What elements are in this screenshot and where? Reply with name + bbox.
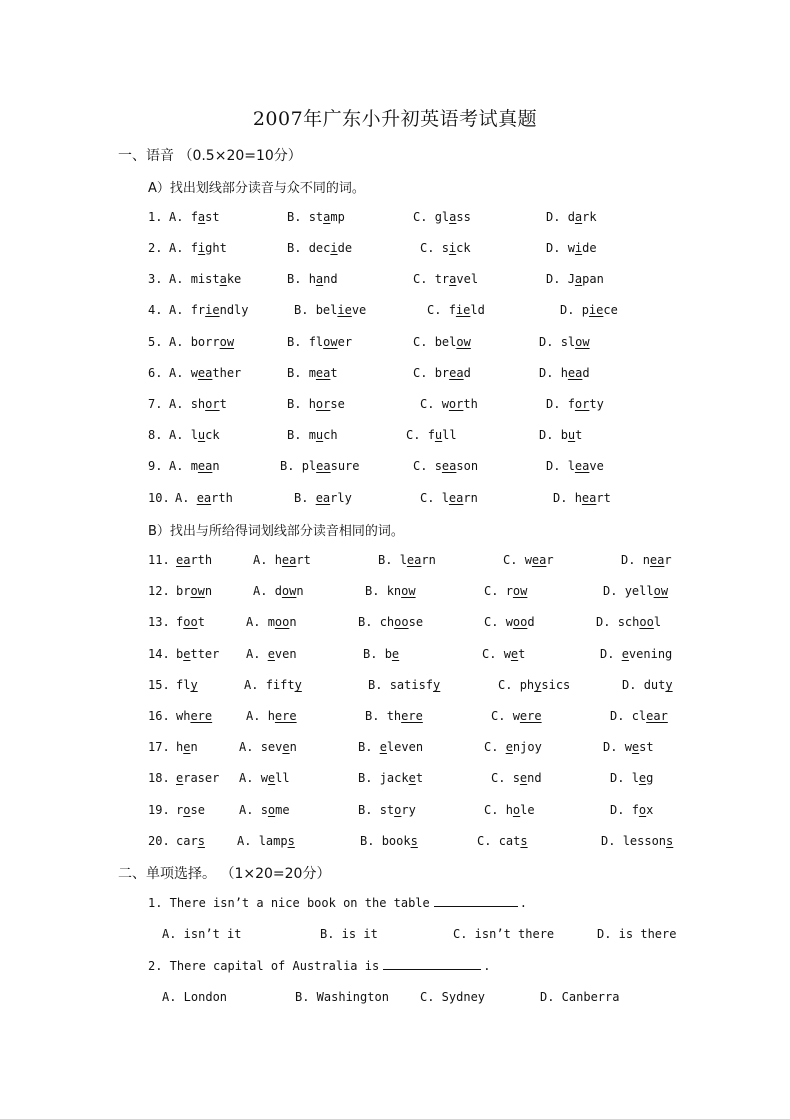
option-word: mistake: [190, 272, 242, 286]
option-word: horse: [308, 397, 345, 411]
option-d: D. wide: [546, 241, 597, 255]
option-c: C. cats: [477, 834, 528, 848]
given-word-text: cars: [176, 834, 205, 848]
option-word: satisfy: [389, 678, 441, 692]
q2-option-c: C. Sydney: [420, 990, 486, 1004]
option-word: were: [512, 709, 542, 723]
option-b: B. choose: [358, 615, 424, 629]
option-word: dark: [567, 210, 597, 224]
option-c: C. travel: [413, 272, 479, 286]
question-number: 12.: [148, 584, 170, 598]
option-word: fox: [631, 803, 654, 817]
question-number: 14.: [148, 647, 170, 661]
given-word-text: earth: [176, 553, 213, 567]
option-d: D. head: [539, 366, 590, 380]
choice-question-1: [148, 896, 527, 910]
option-word: lessons: [622, 834, 674, 848]
option-word: enjoy: [505, 740, 542, 754]
option-d: D. slow: [539, 335, 590, 349]
option-d: D. dark: [546, 210, 597, 224]
option-word: full: [427, 428, 457, 442]
option-d: D. near: [621, 553, 672, 567]
option-b: B. decide: [287, 241, 353, 255]
option-word: below: [434, 335, 471, 349]
q2-option-a: A. London: [162, 990, 228, 1004]
option-word: flower: [308, 335, 353, 349]
question-number: 11.: [148, 553, 170, 567]
option-d: D. duty: [622, 678, 673, 692]
option-c: C. send: [491, 771, 542, 785]
given-word: [176, 771, 219, 785]
question-number: 9.: [148, 459, 163, 473]
option-d: D. forty: [546, 397, 604, 411]
question-stem: 1. There isn’t a nice book on the table: [148, 896, 430, 910]
option-d: D. Japan: [546, 272, 604, 286]
q2-option-b: B. Washington: [295, 990, 389, 1004]
option-d: D. west: [603, 740, 654, 754]
given-word: [176, 647, 219, 661]
given-word-text: where: [176, 709, 213, 723]
option-word: jacket: [379, 771, 424, 785]
q1-option-d: D. is there: [597, 927, 677, 941]
option-word: even: [267, 647, 297, 661]
option-word: send: [512, 771, 542, 785]
option-d: D. piece: [560, 303, 618, 317]
given-word: [176, 803, 205, 817]
option-word: meat: [308, 366, 338, 380]
question-number: 17.: [148, 740, 170, 754]
question-number: 1.: [148, 210, 163, 224]
section2-heading: 二、单项选择。 （1×20=20分）: [118, 866, 331, 882]
question-number: 8.: [148, 428, 163, 442]
option-word: well: [260, 771, 290, 785]
option-word: hand: [308, 272, 338, 286]
option-a: A. borrow: [169, 335, 235, 349]
option-d: D. yellow: [603, 584, 669, 598]
given-word: [176, 553, 212, 567]
given-word: [176, 584, 212, 598]
q1-option-a: A. isn’t it: [162, 927, 242, 941]
option-b: B. flower: [287, 335, 353, 349]
option-word: bread: [434, 366, 471, 380]
question-number: 2.: [148, 241, 163, 255]
option-word: much: [308, 428, 338, 442]
option-word: season: [434, 459, 479, 473]
question-number: 7.: [148, 397, 163, 411]
given-word-text: brown: [176, 584, 213, 598]
option-word: leave: [567, 459, 604, 473]
option-b: B. learn: [378, 553, 436, 567]
option-c: C. were: [491, 709, 542, 723]
question-number: 3.: [148, 272, 163, 286]
given-word: [176, 740, 198, 754]
question-number: 13.: [148, 615, 170, 629]
option-a: A. luck: [169, 428, 220, 442]
option-word: early: [315, 491, 352, 505]
option-d: D. evening: [600, 647, 673, 661]
option-word: pleasure: [301, 459, 360, 473]
option-word: lamps: [258, 834, 295, 848]
given-word-text: hen: [176, 740, 198, 754]
given-word: [176, 615, 205, 629]
option-d: D. fox: [610, 803, 654, 817]
section1-partA-instruction: A）找出划线部分读音与众不同的词。: [148, 181, 365, 196]
option-word: evening: [621, 647, 673, 661]
option-word: luck: [190, 428, 220, 442]
option-word: stamp: [308, 210, 345, 224]
option-d: D. leg: [610, 771, 654, 785]
option-b: B. much: [287, 428, 338, 442]
option-word: hole: [505, 803, 535, 817]
option-word: heart: [274, 553, 311, 567]
option-word: moon: [267, 615, 297, 629]
option-c: C. field: [427, 303, 485, 317]
option-word: clear: [631, 709, 668, 723]
option-d: D. clear: [610, 709, 668, 723]
option-b: B. meat: [287, 366, 338, 380]
option-word: believe: [315, 303, 367, 317]
option-word: friendly: [190, 303, 249, 317]
option-word: field: [448, 303, 485, 317]
option-word: travel: [434, 272, 479, 286]
option-word: head: [560, 366, 590, 380]
option-b: B. believe: [294, 303, 367, 317]
option-b: B. be: [363, 647, 400, 661]
option-word: be: [384, 647, 400, 661]
given-word-text: rose: [176, 803, 205, 817]
question-number: 4.: [148, 303, 163, 317]
option-c: C. worth: [420, 397, 478, 411]
option-word: heart: [574, 491, 611, 505]
option-word: row: [505, 584, 528, 598]
option-a: A. mistake: [169, 272, 242, 286]
given-word: [176, 834, 205, 848]
option-word: learn: [441, 491, 478, 505]
option-c: C. full: [406, 428, 457, 442]
option-b: B. know: [365, 584, 416, 598]
option-word: down: [274, 584, 304, 598]
question-end: .: [519, 896, 527, 910]
option-b: B. story: [358, 803, 416, 817]
option-word: wide: [567, 241, 597, 255]
option-a: A. seven: [239, 740, 297, 754]
option-word: piece: [581, 303, 618, 317]
option-d: D. but: [539, 428, 583, 442]
answer-blank[interactable]: [434, 905, 518, 907]
option-b: B. horse: [287, 397, 345, 411]
q2-option-d: D. Canberra: [540, 990, 620, 1004]
option-c: C. season: [413, 459, 479, 473]
q1-option-c: C. isn’t there: [453, 927, 555, 941]
question-number: 15.: [148, 678, 170, 692]
option-a: A. fast: [169, 210, 220, 224]
option-word: choose: [379, 615, 424, 629]
option-c: C. physics: [498, 678, 571, 692]
option-a: A. down: [253, 584, 304, 598]
section1-partB-instruction: B）找出与所给得词划线部分读音相同的词。: [148, 524, 404, 539]
option-a: A. weather: [169, 366, 242, 380]
option-d: D. lessons: [601, 834, 674, 848]
option-b: B. hand: [287, 272, 338, 286]
option-a: A. some: [239, 803, 290, 817]
given-word: [176, 678, 198, 692]
option-c: C. wood: [484, 615, 535, 629]
option-c: C. below: [413, 335, 471, 349]
option-a: A. friendly: [169, 303, 249, 317]
option-word: mean: [190, 459, 220, 473]
option-word: yellow: [624, 584, 669, 598]
given-word-text: eraser: [176, 771, 220, 785]
question-number: 5.: [148, 335, 163, 349]
option-c: C. enjoy: [484, 740, 542, 754]
option-word: learn: [399, 553, 436, 567]
question-number: 10.: [148, 491, 170, 505]
question-stem: 2. There capital of Australia is: [148, 959, 380, 973]
option-c: C. learn: [420, 491, 478, 505]
option-a: A. here: [246, 709, 297, 723]
option-a: A. well: [239, 771, 290, 785]
option-c: C. bread: [413, 366, 471, 380]
question-number: 6.: [148, 366, 163, 380]
answer-blank[interactable]: [383, 968, 481, 970]
option-a: A. heart: [253, 553, 311, 567]
option-word: seven: [260, 740, 297, 754]
given-word: [176, 709, 212, 723]
option-a: A. even: [246, 647, 297, 661]
option-word: know: [386, 584, 416, 598]
option-d: D. school: [596, 615, 662, 629]
option-word: fifty: [265, 678, 302, 692]
option-d: D. leave: [546, 459, 604, 473]
q1-option-b: B. is it: [320, 927, 378, 941]
option-b: B. books: [360, 834, 418, 848]
option-b: B. eleven: [358, 740, 424, 754]
option-word: eleven: [379, 740, 424, 754]
option-a: A. lamps: [237, 834, 295, 848]
option-word: wear: [524, 553, 554, 567]
question-number: 20.: [148, 834, 170, 848]
option-b: B. pleasure: [280, 459, 360, 473]
option-word: some: [260, 803, 290, 817]
question-number: 19.: [148, 803, 170, 817]
option-word: near: [642, 553, 672, 567]
option-word: forty: [567, 397, 604, 411]
option-word: decide: [308, 241, 353, 255]
option-word: books: [381, 834, 418, 848]
option-word: borrow: [190, 335, 235, 349]
question-number: 18.: [148, 771, 170, 785]
option-a: A. fight: [169, 241, 227, 255]
option-word: here: [267, 709, 297, 723]
option-b: B. jacket: [358, 771, 424, 785]
given-word-text: foot: [176, 615, 205, 629]
option-word: wet: [503, 647, 526, 661]
choice-question-2: [148, 959, 490, 973]
option-word: physics: [519, 678, 571, 692]
option-word: duty: [643, 678, 673, 692]
option-word: weather: [190, 366, 242, 380]
option-word: sick: [441, 241, 471, 255]
section1-heading: 一、语音 （0.5×20=10分）: [118, 148, 302, 164]
option-c: C. wear: [503, 553, 554, 567]
option-word: fight: [190, 241, 227, 255]
option-b: B. stamp: [287, 210, 345, 224]
option-b: B. there: [365, 709, 423, 723]
option-word: slow: [560, 335, 590, 349]
question-end: .: [483, 959, 491, 973]
option-a: A. earth: [175, 491, 233, 505]
page-title: 2007年广东小升初英语考试真题: [252, 108, 538, 130]
option-b: B. early: [294, 491, 352, 505]
given-word-text: fly: [176, 678, 198, 692]
option-d: D. heart: [553, 491, 611, 505]
option-c: C. sick: [420, 241, 471, 255]
option-c: C. hole: [484, 803, 535, 817]
option-word: west: [624, 740, 654, 754]
option-word: school: [617, 615, 662, 629]
given-word-text: better: [176, 647, 220, 661]
option-word: glass: [434, 210, 471, 224]
option-a: A. fifty: [244, 678, 302, 692]
option-word: short: [190, 397, 227, 411]
option-word: Japan: [567, 272, 604, 286]
option-word: leg: [631, 771, 654, 785]
option-a: A. short: [169, 397, 227, 411]
option-word: wood: [505, 615, 535, 629]
option-c: C. row: [484, 584, 528, 598]
option-a: A. mean: [169, 459, 220, 473]
option-word: there: [386, 709, 423, 723]
option-word: story: [379, 803, 416, 817]
option-c: C. wet: [482, 647, 526, 661]
option-a: A. moon: [246, 615, 297, 629]
option-word: worth: [441, 397, 478, 411]
option-word: but: [560, 428, 583, 442]
option-word: cats: [498, 834, 528, 848]
question-number: 16.: [148, 709, 170, 723]
option-word: earth: [196, 491, 233, 505]
option-c: C. glass: [413, 210, 471, 224]
option-word: fast: [190, 210, 220, 224]
option-b: B. satisfy: [368, 678, 441, 692]
